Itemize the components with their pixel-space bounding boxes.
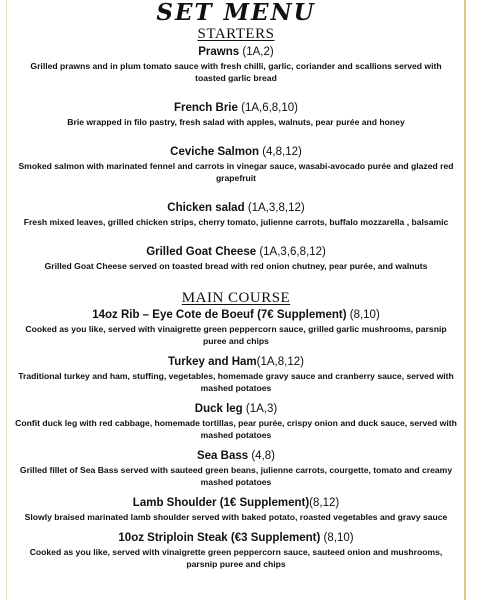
- item-allergens: (1A,3,8,12): [247, 202, 305, 214]
- item-allergens: (4,8,12): [262, 146, 302, 158]
- item-allergens: (8,10): [323, 532, 354, 544]
- item-description: Confit duck leg with red cabbage, homemade tortillas, pear purée, crispy onion and duck sauce, served with mashed potatoes: [15, 418, 457, 440]
- item-allergens: (1A,6,8,10): [241, 102, 299, 114]
- menu-item: [10, 496, 462, 523]
- section-heading-starters: STARTERS: [197, 26, 275, 42]
- item-allergens: (8,10): [349, 309, 380, 321]
- item-name: 14oz Rib – Eye Cote de Boeuf (7€ Supplement) (8,10): [92, 309, 380, 321]
- item-description: Cooked as you like, served with vinaigrette green peppercorn sauce, sauteed onion and mushrooms, parsnip puree and chips: [29, 547, 443, 569]
- item-description: Grilled prawns and in plum tomato sauce with fresh chilli, garlic, coriander and scallions served with toasted garlic bread: [30, 61, 442, 83]
- item-description: Traditional turkey and ham, stuffing, vegetables, homemade gravy sauce and cranberry sauce, served with mashed potatoes: [18, 371, 454, 393]
- item-allergens: (1A,3): [245, 403, 278, 415]
- section-heading-main-course: MAIN COURSE: [181, 290, 291, 306]
- menu-item: [10, 402, 462, 441]
- page-edge-left: [6, 0, 7, 600]
- item-allergens: (1A,8,12): [256, 356, 304, 368]
- menu-item: [10, 201, 462, 228]
- menu-item: [10, 245, 462, 272]
- item-name: Prawns (1A,2): [198, 46, 274, 58]
- menu-item: [10, 45, 462, 84]
- item-description: Fresh mixed leaves, grilled chicken strips, cherry tomato, julienne carrots, buffalo mozzarella , balsamic: [23, 217, 449, 227]
- item-name: French Brie (1A,6,8,10): [173, 102, 299, 114]
- item-description: Smoked salmon with marinated fennel and carrots in vinegar sauce, wasabi-avocado purée and glazed red grapefruit: [18, 161, 454, 183]
- page-edge-right: [464, 0, 466, 600]
- menu-item: [10, 101, 462, 128]
- item-description: Grilled Goat Cheese served on toasted bread with red onion chutney, pear purée, and walnuts: [44, 261, 428, 271]
- item-name: 10oz Striploin Steak (€3 Supplement) (8,10): [118, 532, 354, 544]
- item-name: Grilled Goat Cheese (1A,3,6,8,12): [146, 246, 326, 258]
- menu-item: [10, 355, 462, 394]
- item-name: Turkey and Ham(1A,8,12): [168, 356, 304, 368]
- menu-item: [10, 145, 462, 184]
- menu-item: [10, 308, 462, 347]
- item-description: Slowly braised marinated lamb shoulder served with baked potato, roasted vegetables and gravy sauce: [24, 512, 448, 522]
- item-name: Duck leg (1A,3): [194, 403, 278, 415]
- item-allergens: (1A,3,6,8,12): [259, 246, 326, 258]
- item-name: Sea Bass (4,8): [196, 450, 275, 462]
- item-allergens: (8,12): [309, 497, 340, 509]
- item-name: Lamb Shoulder (1€ Supplement)(8,12): [132, 497, 340, 509]
- menu-title: SET MENU: [156, 0, 316, 26]
- item-description: Cooked as you like, served with vinaigrette green peppercorn sauce, grilled garlic mushrooms, parsnip puree and chips: [25, 324, 447, 346]
- item-allergens: (1A,2): [242, 46, 274, 58]
- item-name: Chicken salad (1A,3,8,12): [167, 202, 305, 214]
- item-allergens: (4,8): [251, 450, 275, 462]
- menu-item: [10, 449, 462, 488]
- item-description: Grilled fillet of Sea Bass served with sauteed green beans, julienne carrots, courgette, tomato and creamy mashed potatoes: [19, 465, 453, 487]
- menu-content: [10, 0, 462, 570]
- item-description: Brie wrapped in filo pastry, fresh salad with apples, walnuts, pear purée and honey: [67, 117, 405, 127]
- menu-item: [10, 531, 462, 570]
- item-name: Ceviche Salmon (4,8,12): [170, 146, 302, 158]
